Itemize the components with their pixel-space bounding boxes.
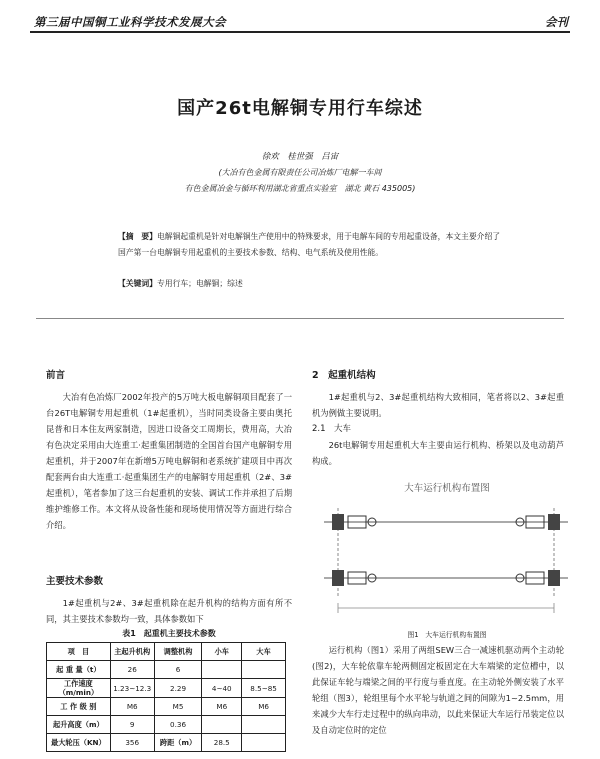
table-cell [202,661,242,679]
figure-title: 大车运行机构布置图 [404,483,490,494]
table-cell: 26 [110,661,154,679]
table-cell: 2.29 [154,679,202,698]
table-cell [242,716,286,734]
table-cell [202,716,242,734]
params-paragraph: 1#起重机与2#、3#起重机除在起升机构的结构方面有所不同，其主要技术参数均一致，具体参数如下 [46,598,292,624]
wheel-block [548,514,560,530]
abstract-text: 电解铜起重机是针对电解铜生产使用中的特殊要求，用于电解车间的专用起重设备，本文主要介绍了国产第一台电解铜专用起重机的主要技术参数、结构、电气系统及使用性能。 [118,232,501,257]
subsection-paragraph: 26t电解铜专用起重机大车主要由运行机构、桥架以及电动葫芦构成。 [312,440,564,466]
table-row [47,734,286,752]
subsection-body [312,437,564,469]
intro-paragraph: 大冶有色冶炼厂2002年投产的5万吨大板电解铜项目配套了一台26T电解铜专用起重机（1#起重机），当时同类设备主要由奥托昆普和日本住友两家制造，因进口设备交工周期长，费用高，大冶有色决定采用由大连重工·起重集团制造的全国首台国产电解铜专用起重机，并于2007年在新增5万吨电解铜和老系统扩建项目中再次配套两台由大连重工·起重集团生产的电解铜专用起重机（2#、3#起重机），笔者参加了这三台起重机的安装、调试工作并承担了后期维护维修工作。本文将从设备性能和现场使用情况等方面进行综合介绍。 [46,392,292,530]
section-divider [36,318,564,319]
conference-name: 第三届中国铜工业科学技术发展大会 [34,15,226,29]
wheel-block [332,570,344,586]
intro-body [46,389,292,569]
affiliation-line-1: (大冶有色金属有限责任公司冶炼厂电解一车间 [218,168,382,177]
table-cell: 起 重 量（t） [47,661,111,679]
table-cell: 356 [110,734,154,752]
table-cell: 6 [154,661,202,679]
table-cell: 起升高度（m） [47,716,111,734]
travel-mechanism-paragraph: 运行机构（图1）采用了两组SEW三合一减速机驱动两个主动轮(图2)，大车轮依靠车轮两侧固定板固定在大车端梁的定位槽中，以此保证车轮与端梁之间的平行度与垂直度。在主动轮外侧安装了水平轮组（图3），轮组里每个水平轮与轨道之间的间隙为1~2.5mm，用来减少大车行走过程中的纵向串动，以此来保证大车运行吊装定位以及自动定位时的定位 [312,645,564,735]
table-row [47,698,286,716]
keywords [118,278,243,289]
params-table [46,642,286,752]
table-cell: 跨距（m） [154,734,202,752]
table-row [47,661,286,679]
table-header: 小车 [202,643,242,661]
table-caption: 表1 起重机主要技术参数 [122,629,216,638]
figure-caption: 图1 大车运行机构布置图 [407,631,487,639]
table-header: 调整机构 [154,643,202,661]
table-cell: 0.36 [154,716,202,734]
table-cell: M6 [110,698,154,716]
table-row [47,716,286,734]
table-row [47,679,286,698]
wheel-block [332,514,344,530]
abstract [118,229,503,261]
keywords-text: 专用行车；电解铜；综述 [156,279,243,288]
table-cell [242,734,286,752]
paper-title: 国产26t电解铜专用行车综述 [177,98,423,119]
table-cell: M6 [202,698,242,716]
affiliation-line-2: 有色金属冶金与循环利用湖北省重点实验室 湖北 黄石 435005) [184,184,416,193]
table-cell: 28.5 [202,734,242,752]
structure-paragraph: 1#起重机与2、3#起重机结构大致相同，笔者将以2、3#起重机为例做主要说明。 [312,392,564,418]
wheel-block [548,570,560,586]
table-cell: 8.5~85 [242,679,286,698]
authors: 徐欢 桂世强 吕宙 [261,152,339,162]
subsection-heading: 2.1 大车 [312,424,352,434]
table-header: 项 目 [47,643,111,661]
table-cell: 9 [110,716,154,734]
travel-mechanism-body [312,642,564,758]
params-heading: 主要技术参数 [46,576,104,587]
header-rule [30,31,570,33]
keywords-label: 【关键词】 [118,279,157,288]
table-cell [242,661,286,679]
table-cell: M5 [154,698,202,716]
params-body [46,595,292,627]
section-label: 会刊 [545,15,568,29]
table-header-row [47,643,286,661]
table-cell: M6 [242,698,286,716]
structure-body [312,389,564,421]
crane-travel-diagram [318,478,576,628]
table-cell: 工作速度（m/min） [47,679,111,698]
table-cell: 最大轮压（KN） [47,734,111,752]
intro-heading: 前言 [46,370,66,381]
structure-heading: 2 起重机结构 [312,370,376,381]
table-cell: 1.23~12.3 [110,679,154,698]
table-cell: 4~40 [202,679,242,698]
abstract-label: 【摘 要】 [118,232,157,241]
table-header: 大车 [242,643,286,661]
table-header: 主起升机构 [110,643,154,661]
table-cell: 工 作 级 别 [47,698,111,716]
